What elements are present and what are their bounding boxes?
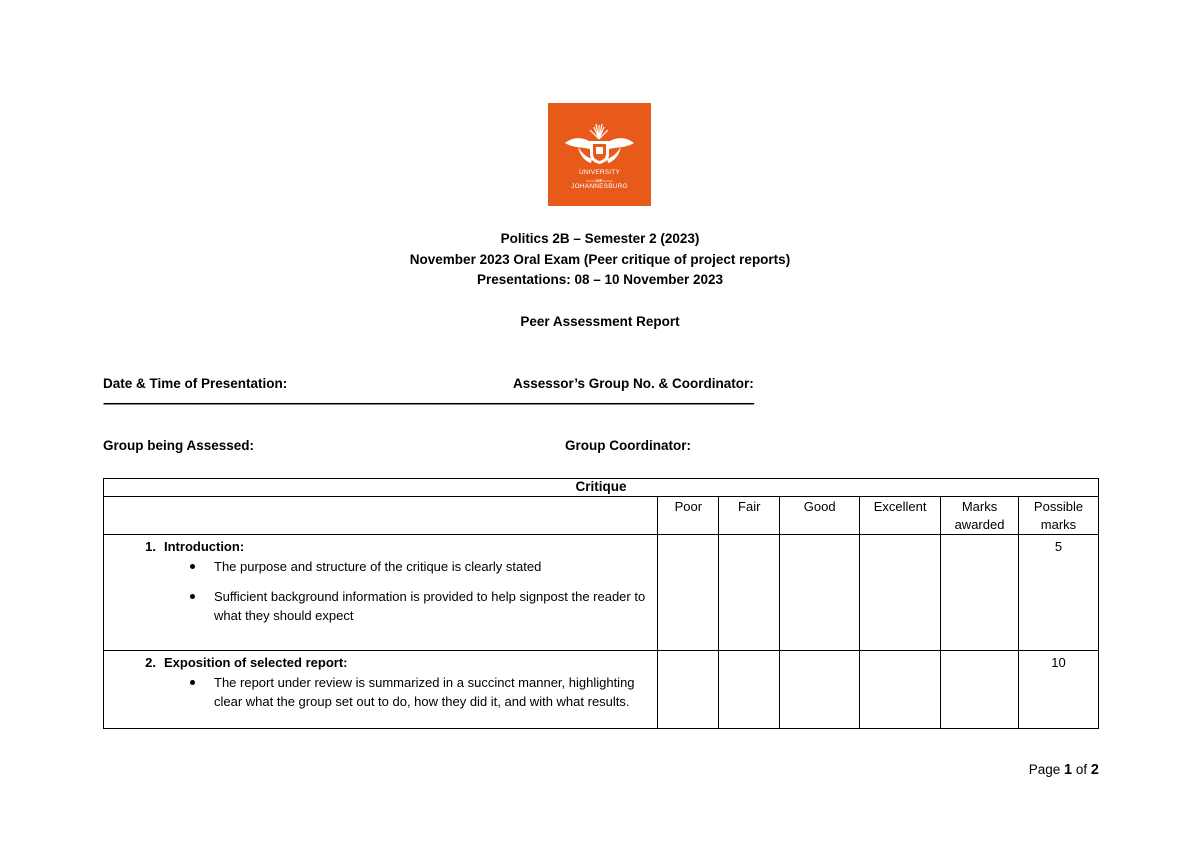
- criterion-bullet: The report under review is summarized in a succinct manner, highlighting clear what the group set out to do, how they did it, and with what results.: [104, 673, 657, 711]
- university-logo: [548, 103, 651, 206]
- page-label: Page: [1028, 762, 1061, 777]
- report-title: Peer Assessment Report: [520, 314, 680, 329]
- table-row: [104, 651, 1099, 729]
- page-current: 1: [1064, 762, 1073, 778]
- criterion-title: Introduction:: [164, 539, 245, 554]
- crest-icon: [548, 103, 651, 206]
- presentation-dates: Presentations: 08 – 10 November 2023: [476, 272, 724, 287]
- table-header-row: [104, 497, 1099, 535]
- fair-cell[interactable]: [719, 535, 780, 651]
- col-poor: Poor: [658, 497, 719, 535]
- criterion-bullet: The purpose and structure of the critique is clearly stated: [104, 557, 657, 576]
- marks-awarded-cell[interactable]: [941, 535, 1019, 651]
- criteria-header: [104, 497, 658, 535]
- possible-marks-value: 5: [1018, 535, 1098, 651]
- group-coordinator-label: Group Coordinator:: [565, 438, 691, 453]
- course-title: Politics 2B – Semester 2 (2023): [500, 231, 700, 246]
- table-title: Critique: [104, 479, 1099, 497]
- col-excellent: Excellent: [860, 497, 941, 535]
- criterion-title: Exposition of selected report:: [164, 655, 348, 670]
- group-assessed-label: Group being Assessed:: [103, 438, 255, 453]
- fair-cell[interactable]: [719, 651, 780, 729]
- of-label: of: [1075, 762, 1088, 777]
- assessor-label: Assessor’s Group No. & Coordinator:: [513, 376, 754, 391]
- good-cell[interactable]: [780, 535, 860, 651]
- logo-text-university: UNIVERSITY: [578, 169, 620, 176]
- col-possible-marks: Possible marks: [1018, 497, 1098, 535]
- logo-text-johannesburg: JOHANNESBURG: [571, 183, 628, 190]
- col-good: Good: [780, 497, 860, 535]
- criterion-exposition: [104, 651, 658, 729]
- marks-awarded-cell[interactable]: [941, 651, 1019, 729]
- date-time-label: Date & Time of Presentation:: [103, 376, 288, 391]
- criterion-introduction: [104, 535, 658, 651]
- critique-table: [103, 478, 1099, 729]
- poor-cell[interactable]: [658, 651, 719, 729]
- good-cell[interactable]: [780, 651, 860, 729]
- poor-cell[interactable]: [658, 535, 719, 651]
- excellent-cell[interactable]: [860, 651, 941, 729]
- criterion-number: 1.: [145, 539, 156, 554]
- table-row: [104, 535, 1099, 651]
- excellent-cell[interactable]: [860, 535, 941, 651]
- separator-line: ------------------------------------------------------------------------------------------------------------------------------------------------------------------------------------------------------------------------------: [103, 395, 754, 410]
- logo-text-of: OF: [596, 178, 603, 183]
- col-marks-awarded: Marks awarded: [941, 497, 1019, 535]
- page-number: [1029, 762, 1099, 778]
- col-fair: Fair: [719, 497, 780, 535]
- criterion-number: 2.: [145, 655, 156, 670]
- criterion-bullet: Sufficient background information is provided to help signpost the reader to what they should expect: [104, 587, 657, 625]
- exam-title: November 2023 Oral Exam (Peer critique of project reports): [409, 252, 791, 267]
- page-total: 2: [1090, 762, 1099, 778]
- possible-marks-value: 10: [1018, 651, 1098, 729]
